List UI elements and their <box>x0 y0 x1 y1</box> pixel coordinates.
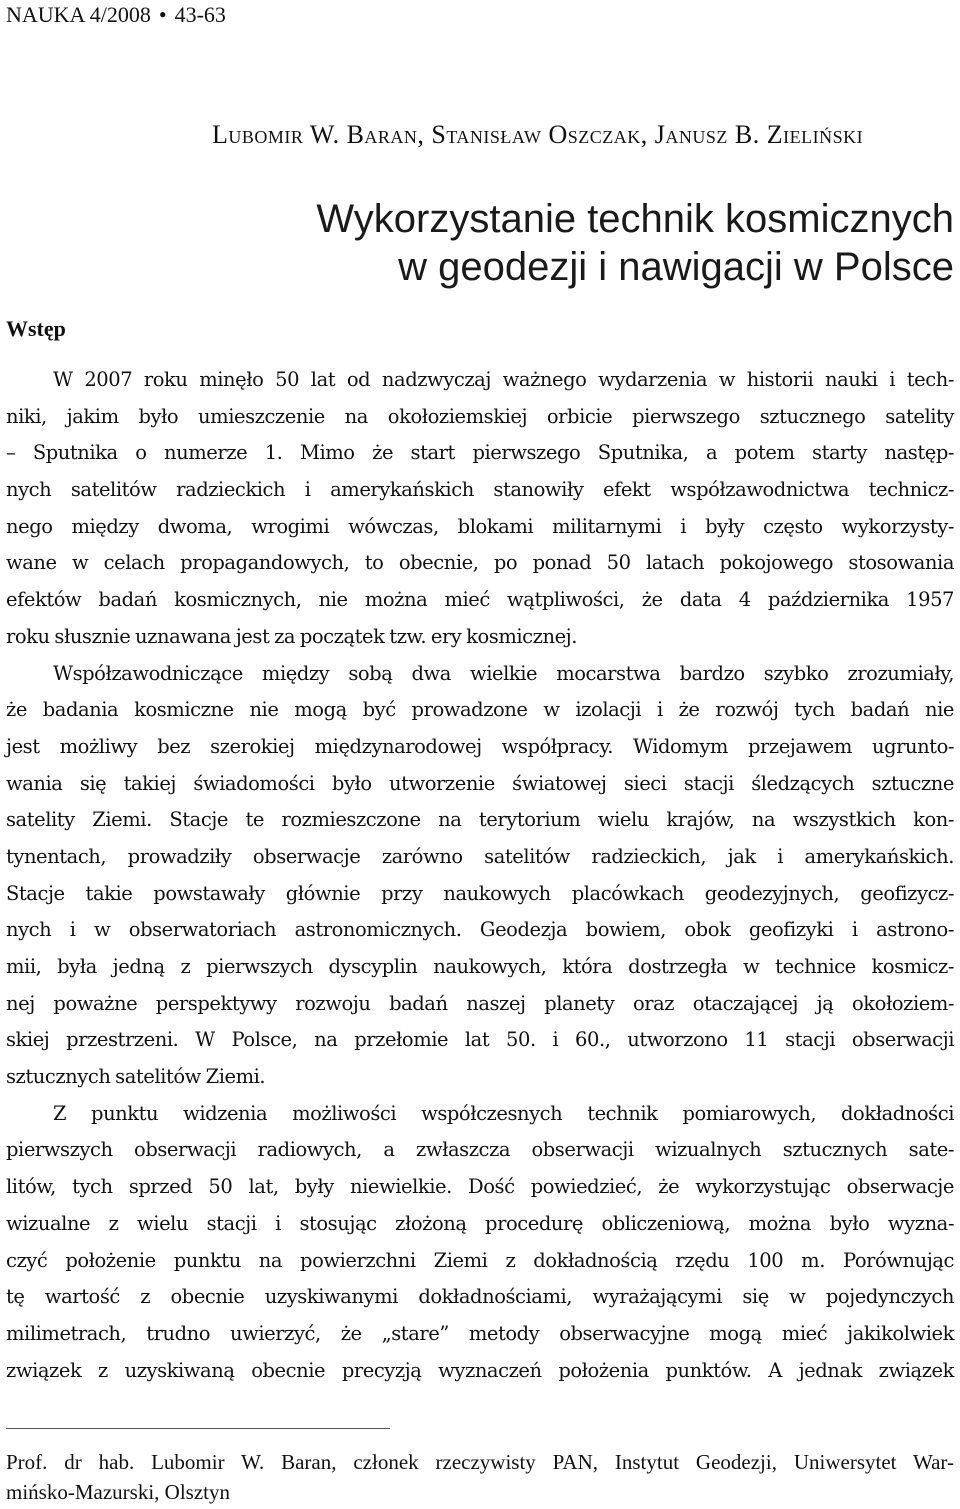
text-line: nej poważne perspektywy rozwoju badań naszej planety oraz otaczającej ją okołoziem- <box>6 991 954 1015</box>
footnote-line: Prof. dr hab. Lubomir W. Baran, członek rzeczywisty PAN, Instytut Geodezji, Uniwersytet War- <box>6 1450 954 1474</box>
title-line-2: w geodezji i nawigacji w Polsce <box>398 245 954 289</box>
text-line: nych i w obserwatoriach astronomicznych. Geodezja bowiem, obok geofizyki i astrono- <box>6 918 954 942</box>
text-line: milimetrach, trudno uwierzyć, że „stare” metody obserwacyjne mogą mieć jakikolwiek <box>6 1321 954 1345</box>
text-line: tę wartość z obecnie uzyskiwanymi dokładnościami, wyrażającymi się w pojedynczych <box>6 1285 954 1309</box>
text-line: Z punktu widzenia możliwości współczesnych technik pomiarowych, dokładności <box>53 1101 954 1125</box>
text-line: – Sputnika o numerze 1. Mimo że start pierwszego Sputnika, a potem starty następ- <box>6 441 954 465</box>
text-line: niki, jakim było umieszczenie na okołoziemskiej orbicie pierwszego sztucznego satelity <box>6 404 954 428</box>
text-line: litów, tych sprzed 50 lat, były niewielkie. Dość powiedzieć, że wykorzystując obserwacje <box>6 1175 954 1199</box>
text-line: tynentach, prowadziły obserwacje zarówno satelitów radzieckich, jak i amerykańskich. <box>6 844 954 868</box>
article-title <box>200 195 954 291</box>
text-line: związek z uzyskiwaną obecnie precyzją wyznaczeń położenia punktów. A jednak związek <box>6 1358 954 1382</box>
text-line: satelity Ziemi. Stacje te rozmieszczone na terytorium wielu krajów, na wszystkich kon- <box>6 808 954 832</box>
bullet-separator: • <box>158 2 167 27</box>
issue-number: 4/2008 <box>89 2 151 27</box>
text-line: nego między dwoma, wrogimi wówczas, blokami militarnymi i były często wykorzysty- <box>6 514 954 538</box>
page-range: 43-63 <box>174 2 226 27</box>
text-line: Współzawodniczące między sobą dwa wielkie mocarstwa bardzo szybko zrozumiały, <box>53 661 954 685</box>
text-line: jest możliwy bez szerokiej międzynarodowej współpracy. Widomym przejawem ugrunto- <box>6 734 954 758</box>
authors: Lubomir W. Baran, Stanisław Oszczak, Janusz B. Zieliński <box>212 120 864 149</box>
text-line: Stacje takie powstawały głównie przy naukowych placówkach geodezyjnych, geofizycz- <box>6 881 954 905</box>
body-text <box>6 362 954 1389</box>
section-heading: Wstęp <box>6 316 66 341</box>
text-line: wane w celach propagandowych, to obecnie, po ponad 50 latach pokojowego stosowania <box>6 551 954 575</box>
text-line: sztucznych satelitów Ziemi. <box>6 1065 266 1089</box>
title-line-1: Wykorzystanie technik kosmicznych <box>316 197 954 241</box>
footnote-line: mińsko-Mazurski, Olsztyn <box>6 1480 230 1504</box>
text-line: wizualne z wielu stacji i stosując złożoną procedurę obliczeniową, można było wyzna- <box>6 1211 954 1235</box>
footnote <box>6 1447 954 1507</box>
text-line: skiej przestrzeni. W Polsce, na przełomie lat 50. i 60., utworzono 11 stacji obserwacji <box>6 1028 954 1052</box>
text-line: że badania kosmiczne nie mogą być prowadzone w izolacji i że rozwój tych badań nie <box>6 698 954 722</box>
text-line: W 2007 roku minęło 50 lat od nadzwyczaj ważnego wydarzenia w historii nauki i tech- <box>53 368 954 391</box>
text-line: mii, była jedną z pierwszych dyscyplin naukowych, która dostrzegła w technice kosmicz- <box>6 955 954 978</box>
footnote-divider <box>6 1428 390 1429</box>
running-head <box>6 2 226 28</box>
text-line: wania się takiej świadomości było utworzenie światowej sieci stacji śledzących sztuczne <box>6 771 954 795</box>
text-line: nych satelitów radzieckich i amerykańskich stanowiły efekt współzawodnictwa technicz- <box>6 478 954 502</box>
journal-name: NAUKA <box>6 2 85 27</box>
text-line: pierwszych obserwacji radiowych, a zwłaszcza obserwacji wizualnych sztucznych sate- <box>6 1138 954 1162</box>
text-line: czyć położenie punktu na powierzchni Ziemi z dokładnością rzędu 100 m. Porównując <box>6 1248 954 1272</box>
text-line: roku słusznie uznawana jest za początek tzw. ery kosmicznej. <box>6 624 578 648</box>
text-line: efektów badań kosmicznych, nie można mieć wątpliwości, że data 4 października 1957 <box>6 588 954 612</box>
